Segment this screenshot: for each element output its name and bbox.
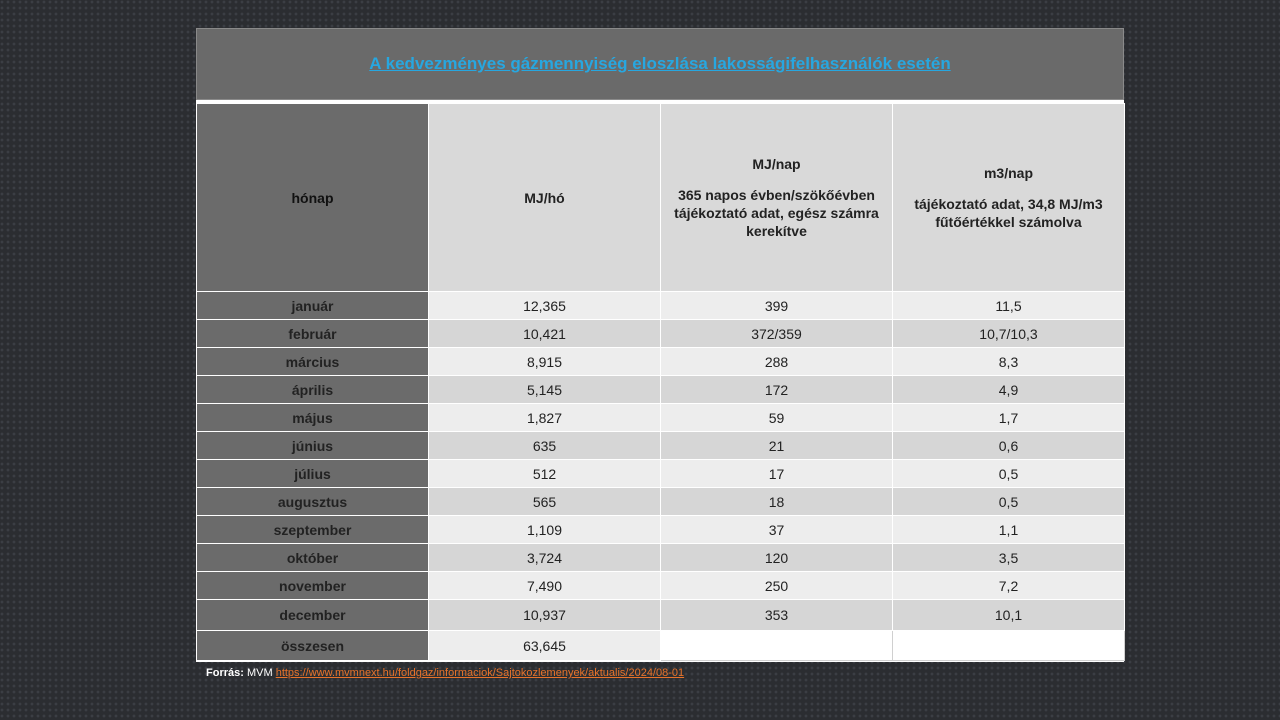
mj-day-cell: 18 <box>661 488 893 516</box>
mj-month-cell: 565 <box>429 488 661 516</box>
mj-day-cell: 21 <box>661 432 893 460</box>
mj-day-cell: 353 <box>661 600 893 631</box>
table-row <box>197 572 1125 600</box>
header-m3-day-note: tájékoztató adat, 34,8 MJ/m3 fűtőértékkel számolva <box>914 195 1103 230</box>
mj-day-cell: 399 <box>661 292 893 320</box>
month-cell: április <box>197 376 429 404</box>
source-label: Forrás: <box>206 667 244 679</box>
table-row <box>197 292 1125 320</box>
total-label: összesen <box>197 631 429 661</box>
header-mj-day-title: MJ/nap <box>752 155 801 172</box>
table-row <box>197 544 1125 572</box>
table-row <box>197 516 1125 544</box>
month-cell: július <box>197 460 429 488</box>
header-m3-day-title: m3/nap <box>983 164 1033 181</box>
mj-month-cell: 12,365 <box>429 292 661 320</box>
source-org: MVM <box>246 667 273 679</box>
mj-month-cell: 1,827 <box>429 404 661 432</box>
mj-day-cell: 172 <box>661 376 893 404</box>
m3-day-cell: 0,5 <box>893 460 1125 488</box>
table-row <box>197 488 1125 516</box>
month-cell: november <box>197 572 429 600</box>
month-cell: június <box>197 432 429 460</box>
table-row <box>197 376 1125 404</box>
mj-month-cell: 10,421 <box>429 320 661 348</box>
slide-table-frame <box>196 28 1124 662</box>
mj-month-cell: 512 <box>429 460 661 488</box>
mj-day-cell: 120 <box>661 544 893 572</box>
table-row <box>197 348 1125 376</box>
mj-day-cell: 250 <box>661 572 893 600</box>
m3-day-cell: 0,6 <box>893 432 1125 460</box>
gas-distribution-table <box>196 103 1125 661</box>
header-row <box>197 104 1125 292</box>
m3-day-cell: 3,5 <box>893 544 1125 572</box>
m3-day-cell: 11,5 <box>893 292 1125 320</box>
header-mj-day <box>661 104 893 292</box>
m3-day-cell: 10,7/10,3 <box>893 320 1125 348</box>
m3-day-cell: 4,9 <box>893 376 1125 404</box>
mj-month-cell: 8,915 <box>429 348 661 376</box>
month-cell: március <box>197 348 429 376</box>
total-row <box>197 631 1125 661</box>
month-cell: szeptember <box>197 516 429 544</box>
table-title-link[interactable]: A kedvezményes gázmennyiség eloszlása lakosságifelhasználók esetén <box>369 54 951 73</box>
table-row <box>197 460 1125 488</box>
total-empty-cell <box>893 631 1125 661</box>
month-cell: december <box>197 600 429 631</box>
table-row <box>197 320 1125 348</box>
header-mj-day-note: 365 napos évben/szökőévben tájékoztató adat, egész számra kerekítve <box>674 186 879 239</box>
m3-day-cell: 0,5 <box>893 488 1125 516</box>
total-empty-cell <box>661 631 893 661</box>
mj-month-cell: 5,145 <box>429 376 661 404</box>
m3-day-cell: 7,2 <box>893 572 1125 600</box>
mj-month-cell: 10,937 <box>429 600 661 631</box>
total-mj-month: 63,645 <box>429 631 661 661</box>
m3-day-cell: 10,1 <box>893 600 1125 631</box>
m3-day-cell: 8,3 <box>893 348 1125 376</box>
mj-month-cell: 1,109 <box>429 516 661 544</box>
mj-month-cell: 3,724 <box>429 544 661 572</box>
month-cell: október <box>197 544 429 572</box>
mj-day-cell: 59 <box>661 404 893 432</box>
header-month: hónap <box>197 104 429 292</box>
table-row <box>197 404 1125 432</box>
m3-day-cell: 1,1 <box>893 516 1125 544</box>
source-link[interactable]: https://www.mvmnext.hu/foldgaz/informaciok/Sajtokozlemenyek/aktualis/2024/08-01 <box>275 667 685 679</box>
mj-month-cell: 7,490 <box>429 572 661 600</box>
m3-day-cell: 1,7 <box>893 404 1125 432</box>
table-row <box>197 432 1125 460</box>
mj-day-cell: 372/359 <box>661 320 893 348</box>
month-cell: augusztus <box>197 488 429 516</box>
month-cell: január <box>197 292 429 320</box>
source-line <box>206 667 684 679</box>
month-cell: május <box>197 404 429 432</box>
month-cell: február <box>197 320 429 348</box>
mj-day-cell: 37 <box>661 516 893 544</box>
mj-day-cell: 17 <box>661 460 893 488</box>
mj-day-cell: 288 <box>661 348 893 376</box>
table-row <box>197 600 1125 631</box>
title-bar <box>196 28 1124 100</box>
header-mj-month: MJ/hó <box>429 104 661 292</box>
mj-month-cell: 635 <box>429 432 661 460</box>
header-m3-day <box>893 104 1125 292</box>
